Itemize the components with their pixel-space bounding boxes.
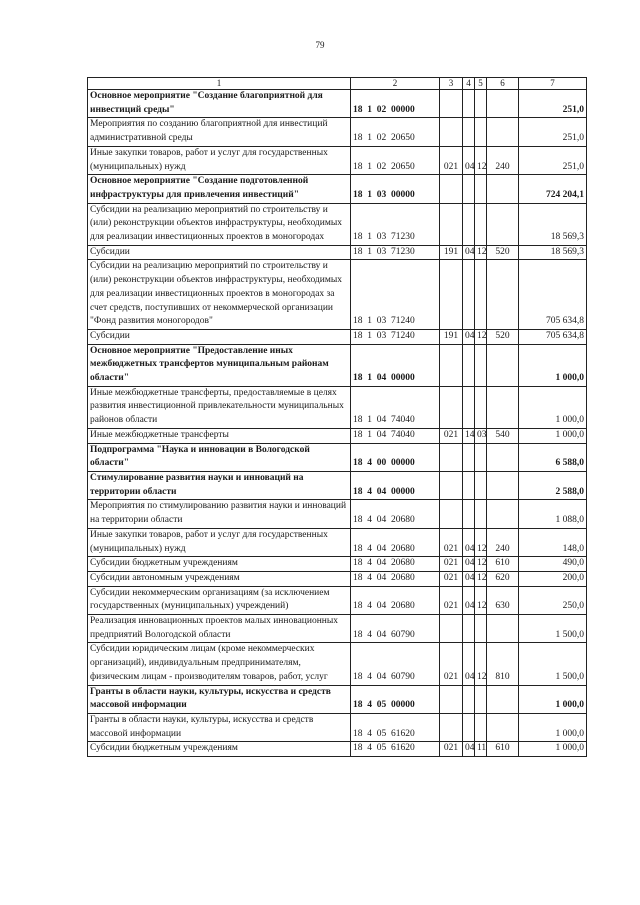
row-expense-type-cell: 610 — [487, 557, 519, 572]
row-expense-type-cell — [487, 443, 519, 471]
row-admin-cell — [440, 500, 463, 528]
row-amount-cell: 200,0 — [519, 571, 587, 586]
row-section-cell — [463, 260, 475, 330]
row-name-cell: Субсидии автономным учреждениям — [88, 571, 351, 586]
row-amount-cell: 705 634,8 — [519, 260, 587, 330]
row-name-cell: Мероприятия по созданию благоприятной для инвестиций административной среды — [88, 118, 351, 146]
row-expense-type-cell — [487, 685, 519, 713]
row-name-cell: Субсидии некоммерческим организациям (за исключением государственных (муниципальных) учреждений) — [88, 586, 351, 614]
table-row — [88, 329, 587, 344]
row-code-cell: 18 4 05 61620 — [351, 742, 440, 757]
row-amount-cell: 251,0 — [519, 118, 587, 146]
row-subsection-cell — [475, 344, 487, 386]
row-amount-cell: 724 204,1 — [519, 175, 587, 203]
row-admin-cell: 021 — [440, 571, 463, 586]
row-amount-cell: 1 000,0 — [519, 685, 587, 713]
row-expense-type-cell: 520 — [487, 245, 519, 260]
row-code-cell: 18 1 02 00000 — [351, 90, 440, 118]
page-number: 79 — [315, 40, 325, 50]
row-amount-cell: 18 569,3 — [519, 245, 587, 260]
row-subsection-cell — [475, 615, 487, 643]
row-expense-type-cell — [487, 175, 519, 203]
row-section-cell — [463, 500, 475, 528]
table-row — [88, 586, 587, 614]
row-amount-cell: 148,0 — [519, 528, 587, 556]
row-expense-type-cell: 810 — [487, 643, 519, 685]
row-name-cell: Стимулирование развития науки и инноваций на территории области — [88, 471, 351, 499]
row-subsection-cell: 03 — [475, 428, 487, 443]
row-name-cell: Основное мероприятие "Предоставление иных межбюджетных трансфертов муниципальным районам области" — [88, 344, 351, 386]
row-admin-cell — [440, 118, 463, 146]
row-subsection-cell: 12 — [475, 329, 487, 344]
row-amount-cell: 1 500,0 — [519, 643, 587, 685]
row-code-cell: 18 1 04 74040 — [351, 428, 440, 443]
header-row — [88, 78, 587, 90]
row-name-cell: Субсидии — [88, 245, 351, 260]
row-subsection-cell — [475, 118, 487, 146]
row-section-cell — [463, 713, 475, 741]
row-amount-cell: 250,0 — [519, 586, 587, 614]
row-amount-cell: 1 000,0 — [519, 428, 587, 443]
row-admin-cell: 021 — [440, 643, 463, 685]
row-subsection-cell: 12 — [475, 245, 487, 260]
row-admin-cell — [440, 260, 463, 330]
row-code-cell: 18 1 03 71230 — [351, 203, 440, 245]
column-header: 3 — [440, 78, 463, 90]
row-subsection-cell — [475, 260, 487, 330]
row-amount-cell: 1 088,0 — [519, 500, 587, 528]
row-subsection-cell: 12 — [475, 586, 487, 614]
row-section-cell: 04 — [463, 571, 475, 586]
row-subsection-cell — [475, 685, 487, 713]
row-code-cell: 18 4 04 20680 — [351, 528, 440, 556]
column-header: 7 — [519, 78, 587, 90]
row-code-cell: 18 4 05 61620 — [351, 713, 440, 741]
row-name-cell: Гранты в области науки, культуры, искусства и средств массовой информации — [88, 713, 351, 741]
row-code-cell: 18 4 04 00000 — [351, 471, 440, 499]
row-admin-cell: 021 — [440, 586, 463, 614]
row-expense-type-cell: 520 — [487, 329, 519, 344]
table-row — [88, 528, 587, 556]
table-row — [88, 428, 587, 443]
row-name-cell: Субсидии на реализацию мероприятий по строительству и (или) реконструкции объектов инфраструктуры, необходимых для реализации инвестиционных проектов в моногородах за счет средств, поступивших от некоммерческой организации "Фонд развития моногородов" — [88, 260, 351, 330]
row-expense-type-cell: 240 — [487, 528, 519, 556]
row-section-cell — [463, 685, 475, 713]
row-admin-cell: 021 — [440, 528, 463, 556]
row-section-cell — [463, 443, 475, 471]
row-section-cell — [463, 471, 475, 499]
row-admin-cell — [440, 344, 463, 386]
row-amount-cell: 1 000,0 — [519, 713, 587, 741]
row-subsection-cell: 12 — [475, 571, 487, 586]
row-code-cell: 18 4 04 20680 — [351, 571, 440, 586]
row-section-cell: 04 — [463, 528, 475, 556]
table-row — [88, 443, 587, 471]
row-code-cell: 18 1 02 20650 — [351, 118, 440, 146]
table-row — [88, 500, 587, 528]
row-name-cell: Субсидии юридическим лицам (кроме некоммерческих организаций), индивидуальным предпринимателям, физическим лицам - производителям товаров, работ, услуг — [88, 643, 351, 685]
row-expense-type-cell — [487, 500, 519, 528]
row-section-cell — [463, 203, 475, 245]
row-amount-cell: 2 588,0 — [519, 471, 587, 499]
row-code-cell: 18 1 03 71230 — [351, 245, 440, 260]
row-name-cell: Гранты в области науки, культуры, искусства и средств массовой информации — [88, 685, 351, 713]
table-row — [88, 742, 587, 757]
row-expense-type-cell — [487, 615, 519, 643]
row-name-cell: Иные межбюджетные трансферты, предоставляемые в целях развития инвестиционной привлекательности муниципальных районов области — [88, 386, 351, 428]
row-admin-cell — [440, 175, 463, 203]
row-name-cell: Подпрограмма "Наука и инновации в Вологодской области" — [88, 443, 351, 471]
row-code-cell: 18 1 04 00000 — [351, 344, 440, 386]
table-row — [88, 557, 587, 572]
row-section-cell: 14 — [463, 428, 475, 443]
row-code-cell: 18 1 04 74040 — [351, 386, 440, 428]
row-subsection-cell: 12 — [475, 146, 487, 174]
row-subsection-cell — [475, 203, 487, 245]
row-admin-cell — [440, 443, 463, 471]
row-expense-type-cell — [487, 203, 519, 245]
row-code-cell: 18 4 05 00000 — [351, 685, 440, 713]
column-header: 4 — [463, 78, 475, 90]
row-admin-cell — [440, 90, 463, 118]
table-row — [88, 386, 587, 428]
row-section-cell: 04 — [463, 586, 475, 614]
table-row — [88, 344, 587, 386]
row-amount-cell: 1 000,0 — [519, 344, 587, 386]
row-code-cell: 18 4 04 20680 — [351, 557, 440, 572]
row-name-cell: Иные закупки товаров, работ и услуг для государственных (муниципальных) нужд — [88, 528, 351, 556]
row-section-cell — [463, 175, 475, 203]
row-section-cell: 04 — [463, 643, 475, 685]
row-code-cell: 18 1 02 20650 — [351, 146, 440, 174]
row-section-cell: 04 — [463, 557, 475, 572]
row-name-cell: Мероприятия по стимулированию развития науки и инноваций на территории области — [88, 500, 351, 528]
row-expense-type-cell — [487, 118, 519, 146]
row-expense-type-cell — [487, 344, 519, 386]
row-section-cell: 04 — [463, 245, 475, 260]
row-expense-type-cell: 240 — [487, 146, 519, 174]
column-header: 2 — [351, 78, 440, 90]
row-code-cell: 18 1 03 71240 — [351, 260, 440, 330]
row-amount-cell: 251,0 — [519, 146, 587, 174]
column-header: 1 — [88, 78, 351, 90]
row-name-cell: Иные межбюджетные трансферты — [88, 428, 351, 443]
row-admin-cell: 021 — [440, 428, 463, 443]
row-amount-cell: 1 000,0 — [519, 742, 587, 757]
table-row — [88, 175, 587, 203]
row-subsection-cell — [475, 443, 487, 471]
row-section-cell — [463, 118, 475, 146]
row-expense-type-cell — [487, 713, 519, 741]
row-admin-cell — [440, 386, 463, 428]
row-amount-cell: 490,0 — [519, 557, 587, 572]
row-code-cell: 18 4 04 20680 — [351, 586, 440, 614]
table-row — [88, 146, 587, 174]
row-name-cell: Основное мероприятие "Создание благоприятной для инвестиций среды" — [88, 90, 351, 118]
row-code-cell: 18 4 04 20680 — [351, 500, 440, 528]
column-header: 5 — [475, 78, 487, 90]
row-subsection-cell: 12 — [475, 643, 487, 685]
row-admin-cell: 191 — [440, 329, 463, 344]
row-code-cell: 18 4 04 60790 — [351, 643, 440, 685]
row-name-cell: Основное мероприятие "Создание подготовленной инфраструктуры для привлечения инвестиций" — [88, 175, 351, 203]
table-body — [88, 90, 587, 757]
table-row — [88, 260, 587, 330]
table-row — [88, 118, 587, 146]
row-subsection-cell — [475, 175, 487, 203]
row-expense-type-cell — [487, 260, 519, 330]
row-code-cell: 18 4 04 60790 — [351, 615, 440, 643]
row-expense-type-cell — [487, 471, 519, 499]
row-code-cell: 18 4 00 00000 — [351, 443, 440, 471]
row-subsection-cell — [475, 471, 487, 499]
row-name-cell: Иные закупки товаров, работ и услуг для государственных (муниципальных) нужд — [88, 146, 351, 174]
row-amount-cell: 18 569,3 — [519, 203, 587, 245]
row-section-cell — [463, 90, 475, 118]
row-section-cell: 04 — [463, 329, 475, 344]
row-subsection-cell — [475, 713, 487, 741]
row-admin-cell — [440, 685, 463, 713]
budget-table — [87, 77, 587, 757]
table-row — [88, 471, 587, 499]
row-section-cell — [463, 615, 475, 643]
row-code-cell: 18 1 03 71240 — [351, 329, 440, 344]
row-section-cell: 04 — [463, 146, 475, 174]
row-amount-cell: 705 634,8 — [519, 329, 587, 344]
row-expense-type-cell — [487, 386, 519, 428]
row-expense-type-cell: 620 — [487, 571, 519, 586]
table-row — [88, 643, 587, 685]
row-name-cell: Субсидии бюджетным учреждениям — [88, 742, 351, 757]
row-admin-cell: 021 — [440, 146, 463, 174]
row-code-cell: 18 1 03 00000 — [351, 175, 440, 203]
row-subsection-cell: 11 — [475, 742, 487, 757]
row-admin-cell — [440, 203, 463, 245]
row-subsection-cell — [475, 500, 487, 528]
row-section-cell: 04 — [463, 742, 475, 757]
row-expense-type-cell — [487, 90, 519, 118]
table-row — [88, 90, 587, 118]
table-row — [88, 615, 587, 643]
row-name-cell: Субсидии — [88, 329, 351, 344]
table-row — [88, 571, 587, 586]
row-admin-cell — [440, 713, 463, 741]
table-row — [88, 245, 587, 260]
row-name-cell: Субсидии на реализацию мероприятий по строительству и (или) реконструкции объектов инфраструктуры, необходимых для реализации инвестиционных проектов в моногородах — [88, 203, 351, 245]
row-expense-type-cell: 630 — [487, 586, 519, 614]
row-name-cell: Реализация инновационных проектов малых инновационных предприятий Вологодской области — [88, 615, 351, 643]
row-subsection-cell: 12 — [475, 528, 487, 556]
row-subsection-cell — [475, 386, 487, 428]
row-expense-type-cell: 610 — [487, 742, 519, 757]
row-section-cell — [463, 386, 475, 428]
table-row — [88, 203, 587, 245]
row-admin-cell: 191 — [440, 245, 463, 260]
row-amount-cell: 1 500,0 — [519, 615, 587, 643]
row-subsection-cell — [475, 90, 487, 118]
table-row — [88, 713, 587, 741]
row-amount-cell: 251,0 — [519, 90, 587, 118]
row-name-cell: Субсидии бюджетным учреждениям — [88, 557, 351, 572]
row-amount-cell: 1 000,0 — [519, 386, 587, 428]
row-section-cell — [463, 344, 475, 386]
row-admin-cell — [440, 471, 463, 499]
table-row — [88, 685, 587, 713]
row-expense-type-cell: 540 — [487, 428, 519, 443]
row-admin-cell: 021 — [440, 742, 463, 757]
column-header: 6 — [487, 78, 519, 90]
row-amount-cell: 6 588,0 — [519, 443, 587, 471]
row-subsection-cell: 12 — [475, 557, 487, 572]
row-admin-cell: 021 — [440, 557, 463, 572]
row-admin-cell — [440, 615, 463, 643]
